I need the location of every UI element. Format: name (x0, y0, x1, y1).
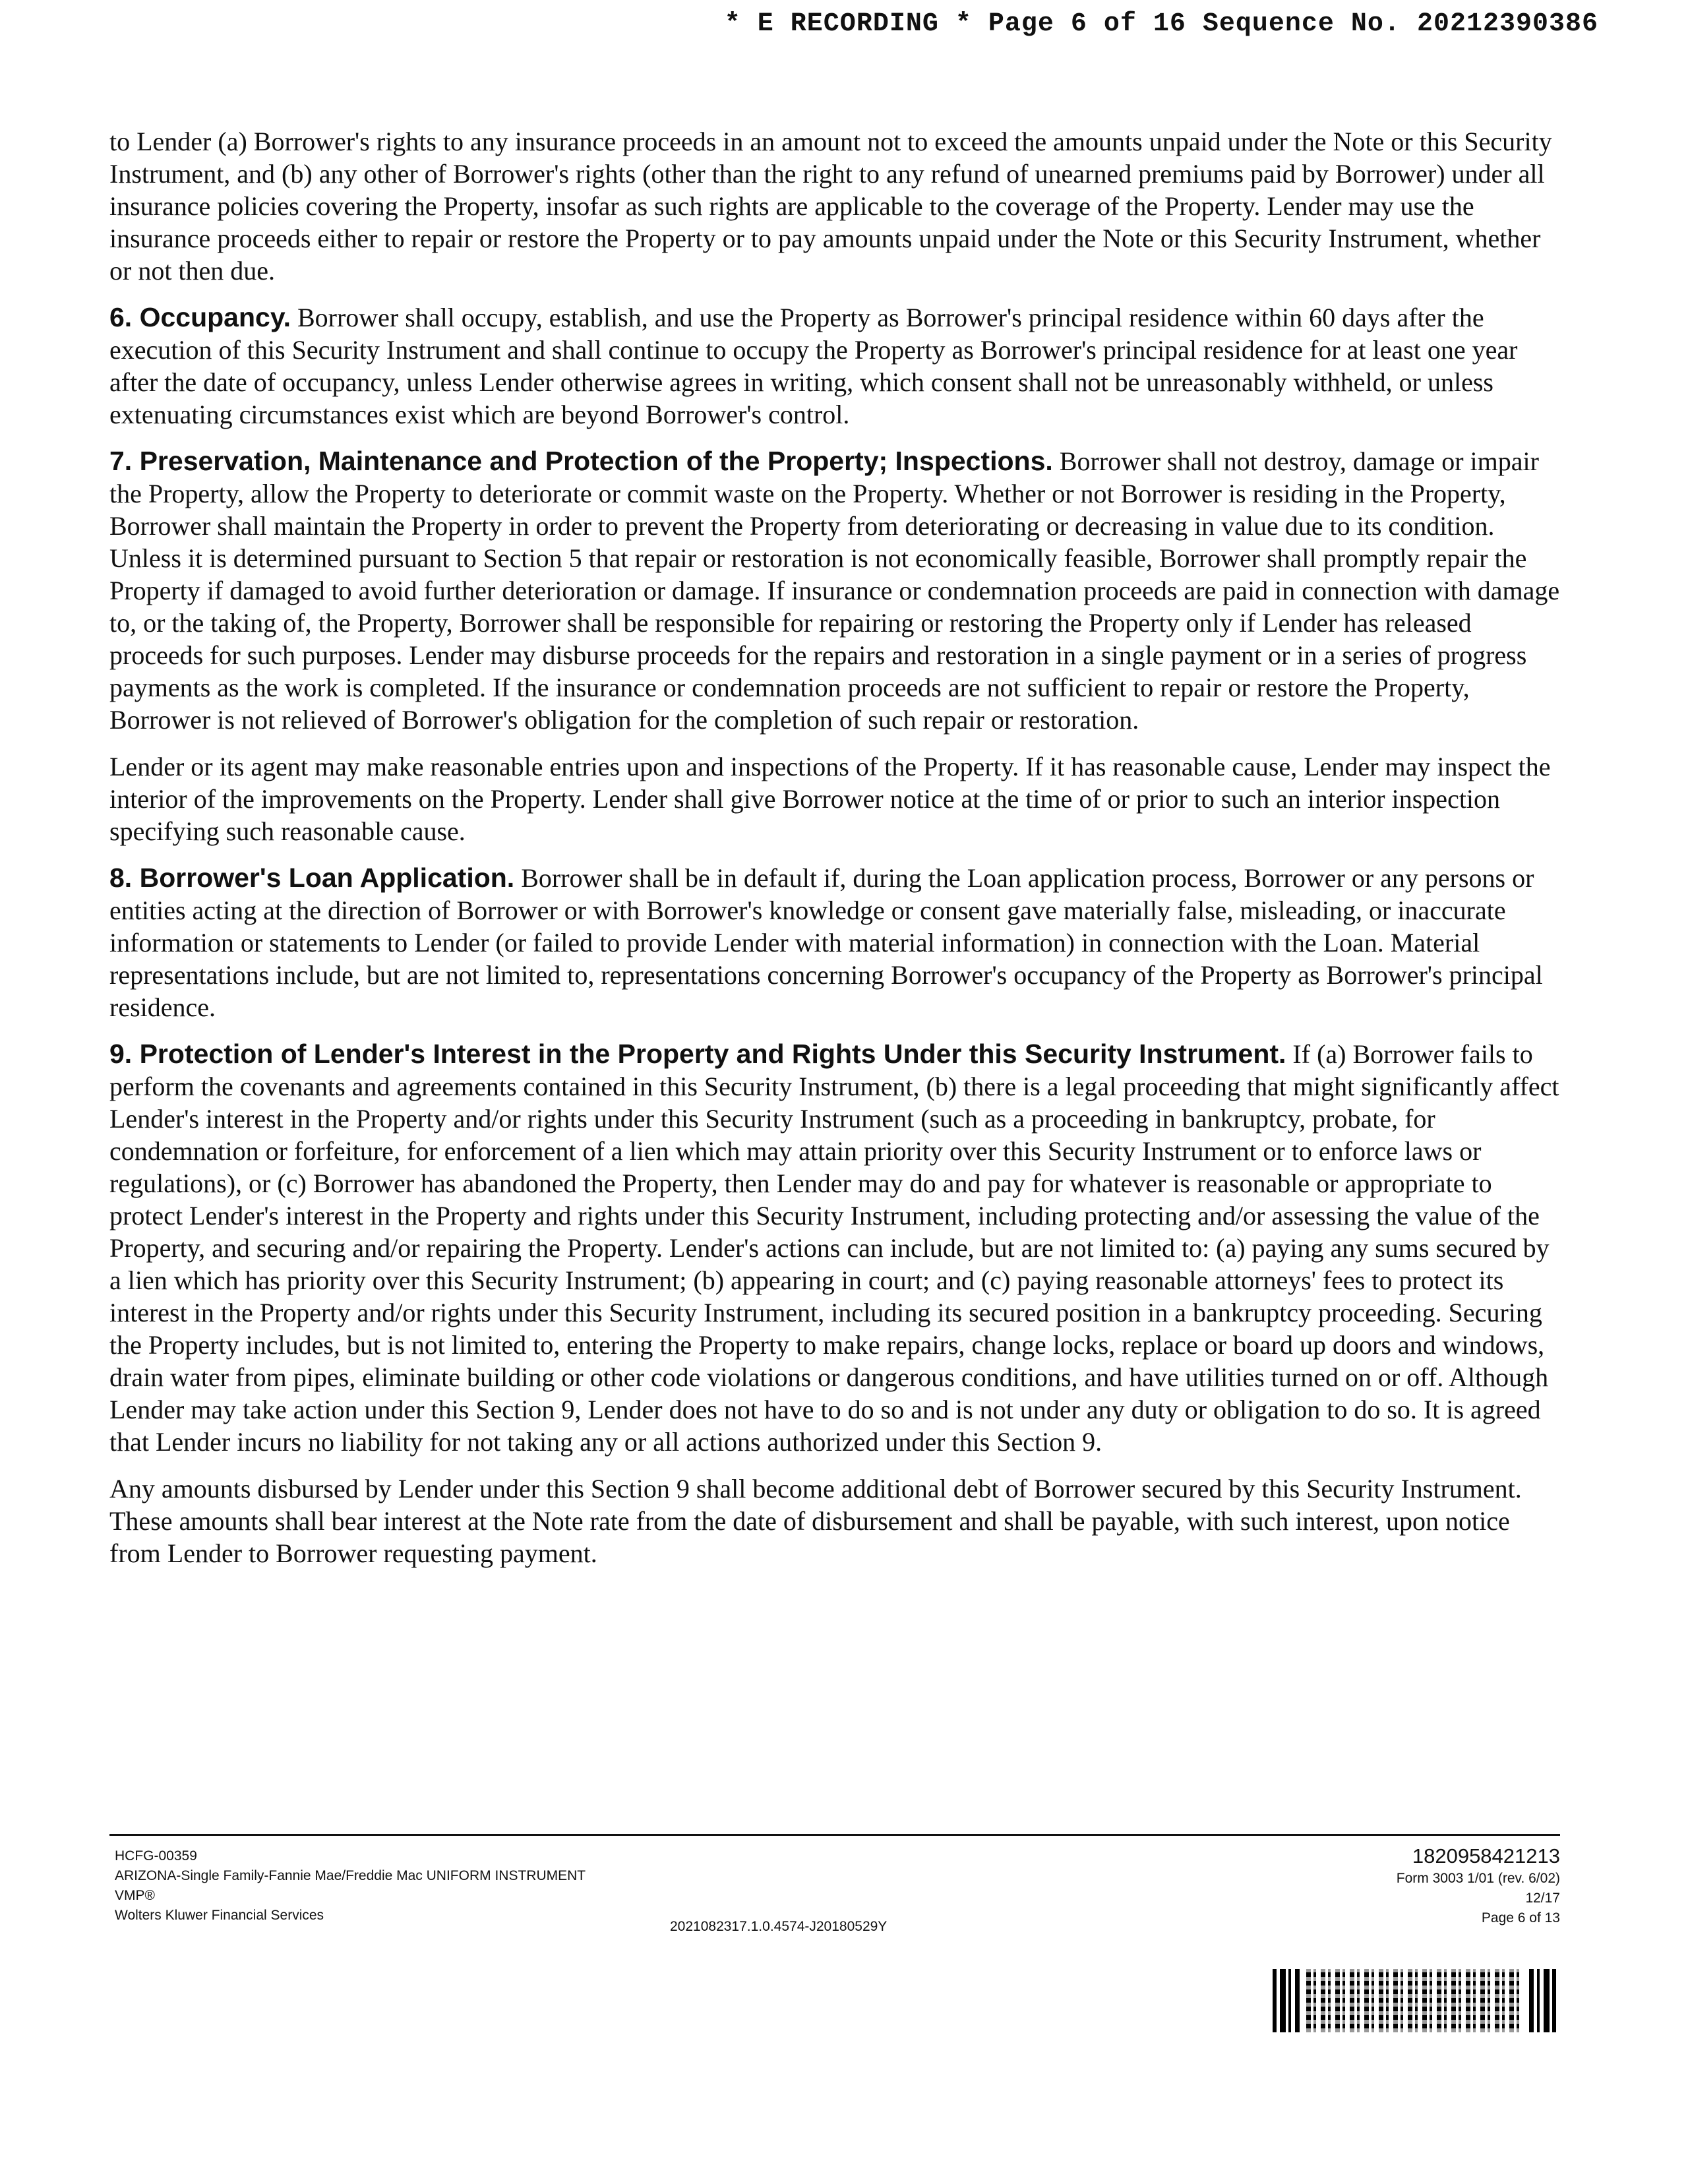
barcode-image (1273, 1969, 1556, 2032)
revision-date: 12/17 (1525, 1891, 1560, 1906)
paragraph-text: Borrower shall be in default if, during the Loan application process, Borrower or any persons or entities acting at the direction of Borrower or with Borrower's knowledge or consent gave materially false, misleading, or inaccurate information or statements to Lender (or failed to provide Lender with material information) in connection with the Loan. Material representations include, but are not limited to, representations concerning Borrower's occupancy of the Property as Borrower's principal residence. (109, 863, 1543, 1022)
loan-number: 1820958421213 (1412, 1844, 1560, 1867)
barcode-bar (1544, 1969, 1550, 2032)
section-9-protection (109, 1038, 1560, 1458)
page-number: Page 6 of 13 (1481, 1910, 1560, 1926)
paragraph-text: If (a) Borrower fails to perform the covenants and agreements contained in this Security Instrument, (b) there is a legal proceeding that might significantly affect Lender's interest in the Property and/or rights under this Security Instrument (such as a proceeding in bankruptcy, probate, for condemnation or forfeiture, for enforcement of a lien which may attain priority over this Security Instrument or to enforce laws or regulations), or (c) Borrower has abandoned the Property, then Lender may do and pay for whatever is reasonable or appropriate to protect Lender's interest in the Property and rights under this Security Instrument, including protecting and/or assessing the value of the Property, and securing and/or repairing the Property. Lender's actions can include, but are not limited to: (a) paying any sums secured by a lien which has priority over this Security Instrument; (b) appearing in court; and (c) paying reasonable attorneys' fees to protect its interest in the Property and/or rights under this Security Instrument, including its secured position in a bankruptcy proceeding. Securing the Property includes, but is not limited to, entering the Property to make repairs, change locks, replace or board up doors and windows, drain water from pipes, eliminate building or other code violations or dangerous conditions, and have utilities turned on or off. Although Lender may take action under this Section 9, Lender does not have to do so and is not under any duty or obligation to do so. It is agreed that Lender incurs no liability for not taking any or all actions authorized under this Section 9. (109, 1039, 1559, 1457)
section-9-disbursed-amounts (109, 1472, 1560, 1569)
paragraph-text: Borrower shall not destroy, damage or impair the Property, allow the Property to deteriorate or commit waste on the Property. Whether or not Borrower is residing in the Property, Borrower shall maintain the Property in order to prevent the Property from deteriorating or decreasing in value due to its condition. Unless it is determined pursuant to Section 5 that repair or restoration is not economically feasible, Borrower shall promptly repair the Property if damaged to avoid further deterioration or damage. If insurance or condemnation proceeds are paid in connection with damage to, or the taking of, the Property, Borrower shall be responsible for repairing or restoring the Property only if Lender has released proceeds for such purposes. Lender may disburse proceeds for the repairs and restoration in a single payment or in a series of progress payments as the work is completed. If the insurance or condemnation proceeds are not sufficient to repair or restore the Property, Borrower is not relieved of Borrower's obligation for the completion of such repair or restoration. (109, 446, 1560, 735)
section-7-inspections (109, 750, 1560, 847)
paragraph-text: Borrower shall occupy, establish, and use the Property as Borrower's principal residence within 60 days after the execution of this Security Instrument and shall continue to occupy the Property as Borrower's principal residence for at least one year after the date of occupancy, unless Lender otherwise agrees in writing, which consent shall not be unreasonably withheld, or unless extenuating circumstances exist which are beyond Borrower's control. (109, 303, 1518, 429)
recording-header: * E RECORDING * Page 6 of 16 Sequence No. 20212390386 (724, 9, 1598, 39)
vmp-mark: VMP® (115, 1888, 155, 1903)
section-8-loan-application (109, 862, 1560, 1023)
barcode-bar (1529, 1969, 1534, 2032)
section-title: 8. Borrower's Loan Application. (109, 863, 515, 893)
barcode-bar (1280, 1969, 1286, 2032)
paragraph-insurance-continued (109, 125, 1560, 287)
footer-left (115, 1846, 906, 1926)
section-6-occupancy (109, 301, 1560, 431)
section-title: 7. Preservation, Maintenance and Protection of the Property; Inspections. (109, 446, 1053, 476)
section-7-preservation (109, 445, 1560, 736)
footer-divider (109, 1834, 1560, 1836)
barcode-bar (1537, 1969, 1540, 2032)
barcode-bar (1295, 1969, 1300, 2032)
footer-right (1397, 1844, 1560, 1928)
paragraph-text: to Lender (a) Borrower's rights to any insurance proceeds in an amount not to exceed the amounts unpaid under the Note or this Security Instrument, and (b) any other of Borrower's rights (other than the right to any refund of unearned premiums paid by Borrower) under all insurance policies covering the Property, insofar as such rights are applicable to the coverage of the Property. Lender may use the insurance proceeds either to repair or restore the Property or to pay amounts unpaid under the Note or this Security Instrument, whether or not then due. (109, 127, 1552, 286)
barcode-bar (1288, 1969, 1291, 2032)
barcode-2d-pattern (1306, 1969, 1522, 2032)
document-body (109, 125, 1560, 1584)
barcode-bar (1552, 1969, 1556, 2032)
section-title: 9. Protection of Lender's Interest in the Property and Rights Under this Security Instrument. (109, 1039, 1286, 1069)
section-title: 6. Occupancy. (109, 302, 291, 332)
document-code: 2021082317.1.0.4574-J20180529Y (670, 1919, 888, 1934)
paragraph-text: Any amounts disbursed by Lender under this Section 9 shall become additional debt of Borrower secured by this Security Instrument. These amounts shall bear interest at the Note rate from the date of disbursement and shall be payable, with such interest, upon notice from Lender to Borrower requesting payment. (109, 1474, 1522, 1568)
form-number: Form 3003 1/01 (rev. 6/02) (1396, 1871, 1560, 1886)
form-id: HCFG-00359 (115, 1848, 197, 1864)
publisher: Wolters Kluwer Financial Services (115, 1908, 324, 1923)
page-footer (109, 1840, 1560, 2005)
barcode-bar (1273, 1969, 1277, 2032)
paragraph-text: Lender or its agent may make reasonable entries upon and inspections of the Property. If it has reasonable cause, Lender may inspect the interior of the improvements on the Property. Lender shall give Borrower notice at the time of or prior to such an interior inspection specifying such reasonable cause. (109, 752, 1551, 846)
instrument-name: ARIZONA-Single Family-Fannie Mae/Freddie Mac UNIFORM INSTRUMENT (115, 1868, 586, 1883)
